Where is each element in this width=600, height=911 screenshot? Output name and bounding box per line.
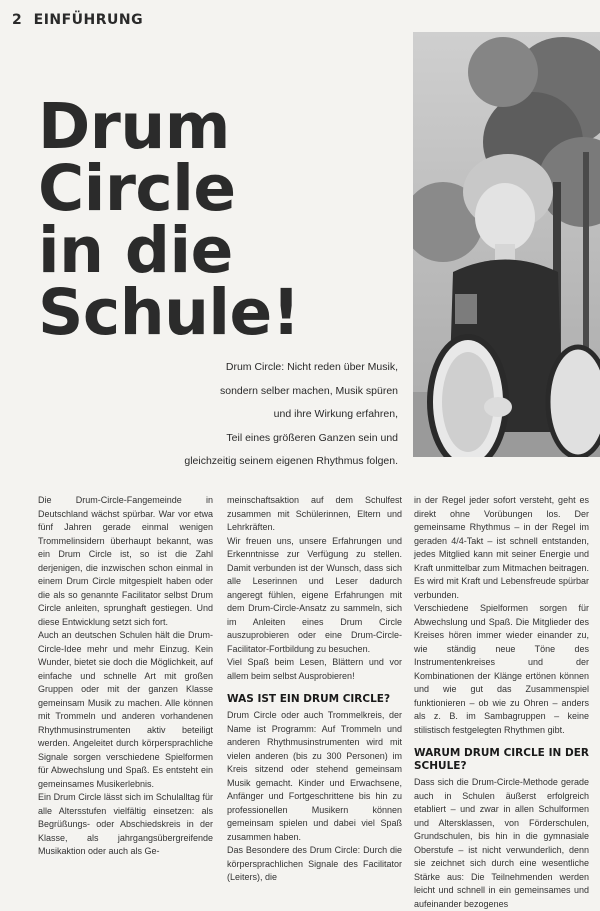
body-paragraph: Drum Circle oder auch Trommelkreis, der Name ist Programm: Auf Trommeln und anderen Rhythmusinstrumenten wird mit vielen anderen (bis zu 300 Personen) im Kreis sitzend oder stehend gemeinsam Musik gemacht. Kinder und Erwachsene, Anfänger und Fortgeschrittene bis hin zu professionellen Musikern können gemeinsam spielen und dabei viel Spaß zusammen haben.: [227, 710, 402, 842]
body-paragraph: Viel Spaß beim Lesen, Blättern und vor allem beim selbst Ausprobieren!: [227, 657, 402, 681]
body-paragraph: Die Drum-Circle-Fangemeinde in Deutschland wächst spürbar. War vor etwa fünf Jahren gerade einmal wenigen Trommelinsidern überhaupt bekannt, was ein Drum Circle ist, so ist die Zahl derjenigen, die inzwischen schon einmal in einem Drum Circle mitgespielt haben oder die als so genannte Facilitator selbst Drum Circle anleiten, sprunghaft gestiegen. Und diese Entwicklung setzt sich fort.: [38, 495, 213, 627]
section-heading: WARUM DRUM CIRCLE IN DER SCHULE?: [414, 747, 589, 772]
lead-line: Drum Circle: Nicht reden über Musik,: [225, 361, 398, 373]
body-column-2: [227, 494, 402, 885]
page-title: [38, 90, 398, 349]
lead-line: gleichzeitig seinem eigenen Rhythmus folgen.: [184, 455, 398, 467]
body-paragraph: Das Besondere des Drum Circle: Durch die körpersprachlichen Signale des Facilitator (Leiters), die: [227, 845, 402, 882]
body-column-3: [414, 494, 589, 911]
boy-with-drum-photo: [413, 32, 600, 457]
title-line-2: in die: [38, 214, 233, 287]
body-column-1: [38, 494, 213, 859]
body-paragraph: Verschiedene Spielformen sorgen für Abwechslung und Spaß. Die Mitglieder des Kreises hören immer wieder einander zu, wie ständig neue Töne des Instrumentenkreises und der Kombinationen der Klänge ertönen können und wie gut das Zusammenspiel funktionieren – ob wie zu Ohren – anders als z. B. im Sambagruppen – keine stilistisch festgelegten Rhythmen gibt.: [414, 603, 589, 735]
body-paragraph: Dass sich die Drum-Circle-Methode gerade auch in Schulen äußerst erfolgreich etabliert – und zwar in allen Schulformen und Altersklassen, von Förderschulen, Grundschulen, bis hin in die gymnasiale Oberstufe – ist nicht verwunderlich, denn sie zeichnet sich durch eine wesentliche Stärke aus: Die Teilnehmenden werden leicht und schnell in ein gemeinsames und aufeinander bezogenes: [414, 777, 589, 909]
lead-line: und ihre Wirkung erfahren,: [273, 408, 398, 420]
lead-line: Teil eines größeren Ganzen sein und: [226, 431, 398, 444]
section-label: EINFÜHRUNG: [33, 12, 144, 28]
title-line-1: Drum Circle: [38, 90, 236, 225]
body-paragraph: meinschaftsaktion auf dem Schulfest zusammen mit Schülerinnen, Eltern und Lehrkräften.: [227, 495, 402, 532]
title-line-3: Schule!: [38, 276, 300, 349]
body-paragraph: Ein Drum Circle lässt sich im Schulalltag für alle Altersstufen vielfältig einsetzen: als Begrüßungs- oder Abschiedskreis in der Klasse, als jahrgangsübergreifende Musikaktion oder auch als Ge-: [38, 792, 213, 856]
section-heading: WAS IST EIN DRUM CIRCLE?: [227, 693, 391, 705]
photo-illustration: [413, 32, 600, 457]
page-number: 2: [12, 12, 23, 28]
lead-line: sondern selber machen, Musik spüren: [219, 384, 398, 397]
running-header: [12, 12, 143, 28]
body-paragraph: Auch an deutschen Schulen hält die Drum-Circle-Idee mehr und mehr Einzug. Kein Wunder, bietet sie doch die Möglichkeit, auf einfache und schnelle Art mit großen Gruppen oder mit der ganzen Klasse gemeinsam Musik zu machen. Alle können mit Trommeln und anderen vorhandenen Rhythmusinstrumenten aktiv beteiligt werden. Angeleitet durch körpersprachliche Signale sorgen verschiedene Spielformen für Abwechslung und Spaß. Es entsteht ein gemeinsames Musikerlebnis.: [38, 630, 213, 789]
lead-paragraph: [180, 356, 398, 474]
body-paragraph: in der Regel jeder sofort versteht, geht es direkt ohne Vorübungen los. Der gemeinsame Rhythmus – in der Regel im geraden 4/4-Takt – ist schnell entstanden, jedes Mitglied kann mit seiner Energie und Kraft unmittelbar zum Mitmachen beitragen. Es wird mit Kraft und Lebensfreude spürbar verbunden.: [414, 495, 589, 600]
body-paragraph: Wir freuen uns, unsere Erfahrungen und Erkenntnisse zur Verfügung zu stellen. Damit verbunden ist der Wunsch, dass sich alle Leserinnen und Leser dadurch angeregt fühlen, eigene Erfahrungen mit dem Drum-Circle-Ansatz zu sammeln, sich im Anleiten eines Drum Circle auszuprobieren oder eine Drum-Circle-Facilitator-Fortbildung zu besuchen.: [227, 535, 402, 654]
